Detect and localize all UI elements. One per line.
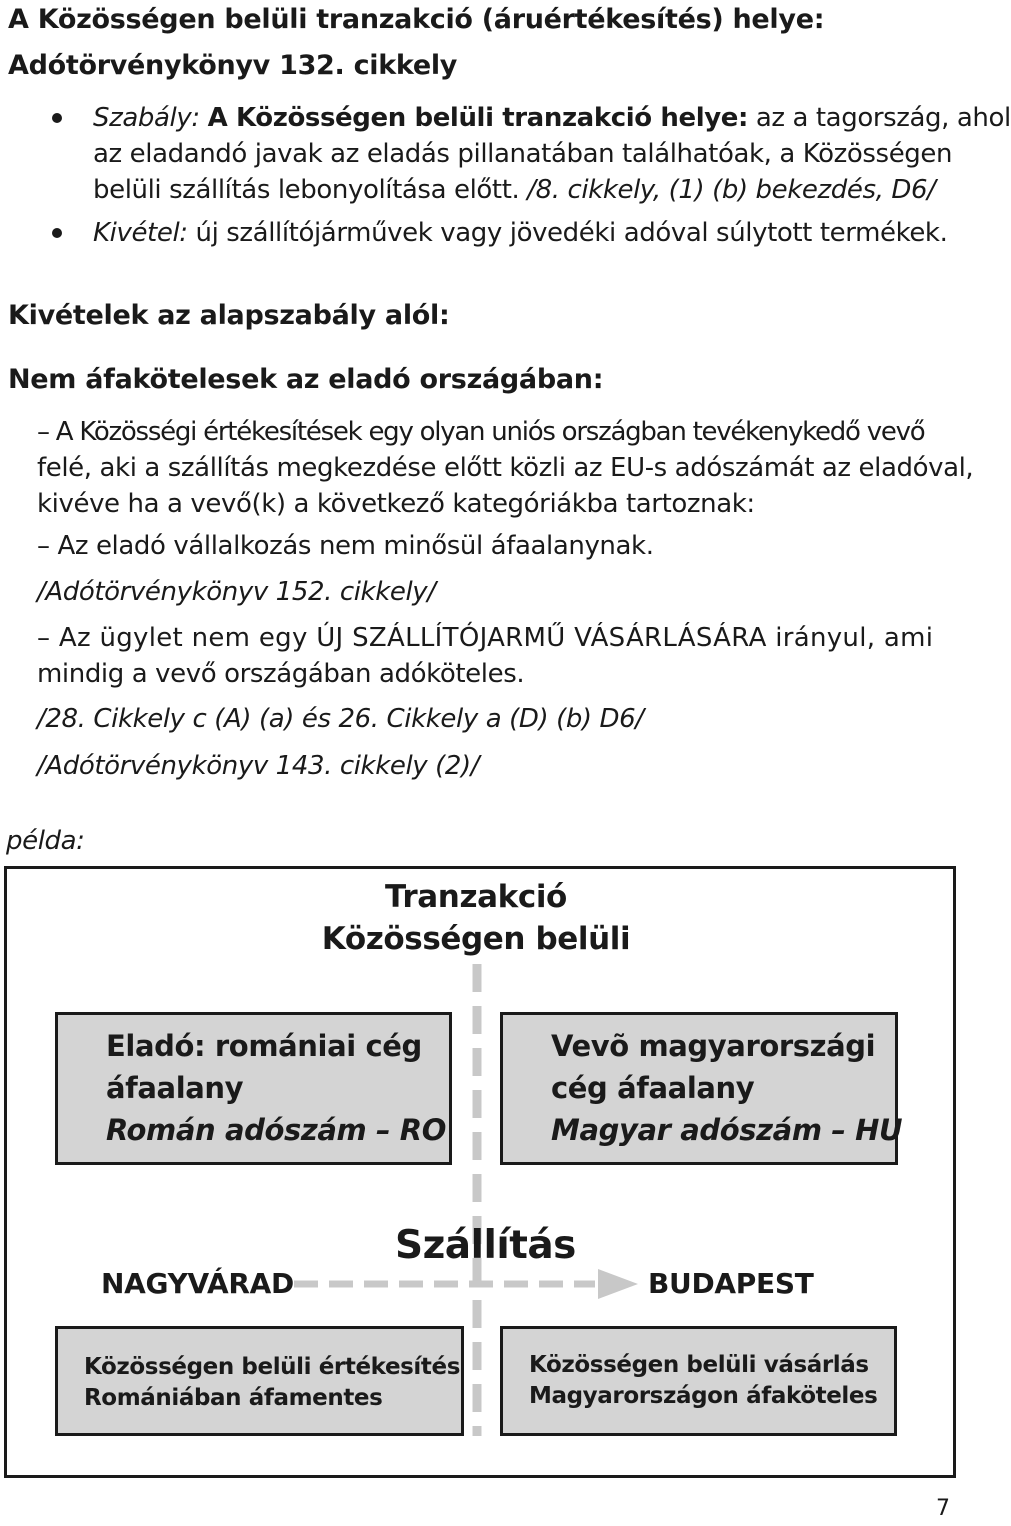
section-subtitle: Adótörvénykönyv 132. cikkely bbox=[8, 50, 458, 81]
seller-result-line1: Közösségen belüli értékesítés bbox=[84, 1354, 460, 1380]
seller-result-line2: Romániában áfamentes bbox=[84, 1385, 383, 1411]
buyer-result-line2: Magyarországon áfaköteles bbox=[529, 1383, 878, 1409]
item-1-line2: felé, aki a szállítás megkezdése előtt közli az EU-s adószámát az eladóval, bbox=[37, 453, 974, 483]
item-3 bbox=[37, 620, 955, 692]
bullet-icon bbox=[52, 113, 62, 123]
diagram-title-line1: Tranzakció bbox=[385, 879, 567, 915]
rule-paragraph bbox=[93, 100, 1011, 208]
buyer-box bbox=[500, 1012, 903, 1165]
rule-label: Szabály: bbox=[93, 103, 200, 133]
origin-city: NAGYVÁRAD bbox=[101, 1267, 294, 1300]
exception-paragraph bbox=[93, 215, 959, 251]
buyer-result-box bbox=[500, 1326, 897, 1436]
item-3-reference-2: /Adótörvénykönyv 143. cikkely (2)/ bbox=[37, 751, 480, 781]
example-label: példa: bbox=[6, 826, 85, 856]
seller-line1: Eladó: romániai cég bbox=[106, 1029, 422, 1063]
rule-text: az a tagország, ahol bbox=[747, 103, 1011, 133]
rule-text-line3: belüli szállítás lebonyolítása előtt. bbox=[93, 175, 528, 205]
non-taxable-heading: Nem áfakötelesek az eladó országában: bbox=[8, 364, 604, 395]
item-2-reference: /Adótörvénykönyv 152. cikkely/ bbox=[37, 577, 436, 607]
item-3-reference: /28. Cikkely c (A) (a) és 26. Cikkely a (D) (b) D6/ bbox=[37, 704, 644, 734]
seller-box bbox=[55, 1012, 452, 1165]
item-2: – Az eladó vállalkozás nem minősül áfaalanynak. bbox=[37, 531, 654, 561]
section-title: A Közösségen belüli tranzakció (áruértékesítés) helye: bbox=[8, 4, 825, 35]
item-3-line1: – Az ügylet nem egy ÚJ SZÁLLÍTÓJARMŰ VÁSÁRLÁSÁRA irányul, ami bbox=[37, 623, 934, 653]
rule-bold-text: A Közösségen belüli tranzakció helye: bbox=[207, 103, 748, 133]
exception-label: Kivétel: bbox=[93, 218, 188, 248]
buyer-line2: cég áfaalany bbox=[551, 1071, 755, 1105]
arrow-head-icon bbox=[598, 1269, 638, 1299]
page-number: 7 bbox=[936, 1496, 950, 1521]
vertical-divider bbox=[462, 958, 492, 1438]
bullet-icon bbox=[52, 228, 62, 238]
seller-line2: áfaalany bbox=[106, 1071, 244, 1105]
buyer-line1: Vevõ magyarországi bbox=[551, 1029, 876, 1063]
exception-text: új szállítójárművek vagy jövedéki adóval súlytott termékek. bbox=[187, 218, 948, 248]
shipping-arrow bbox=[290, 1266, 640, 1302]
buyer-tax-id: Magyar adószám – HU bbox=[551, 1113, 903, 1147]
item-1-line1: – A Közösségi értékesítések egy olyan uniós országban tevékenykedő vevő bbox=[37, 417, 925, 447]
buyer-result-line1: Közösségen belüli vásárlás bbox=[529, 1352, 869, 1378]
seller-tax-id: Román adószám – RO bbox=[106, 1113, 446, 1147]
item-3-line2: mindig a vevő országában adóköteles. bbox=[37, 659, 525, 689]
diagram-title-line2: Közösségen belüli bbox=[321, 921, 631, 957]
seller-result-box bbox=[55, 1326, 464, 1436]
rule-text-line2: az eladandó javak az eladás pillanatában találhatóak, a Közösségen bbox=[93, 139, 953, 169]
shipping-label: Szállítás bbox=[395, 1223, 576, 1268]
item-1-line3: kivéve ha a vevő(k) a következő kategóriákba tartoznak: bbox=[37, 489, 755, 519]
exceptions-heading: Kivételek az alapszabály alól: bbox=[8, 300, 450, 331]
rule-reference: /8. cikkely, (1) (b) bekezdés, D6/ bbox=[527, 175, 936, 205]
item-1 bbox=[37, 414, 974, 522]
diagram-title bbox=[296, 876, 656, 960]
destination-city: BUDAPEST bbox=[648, 1267, 814, 1300]
